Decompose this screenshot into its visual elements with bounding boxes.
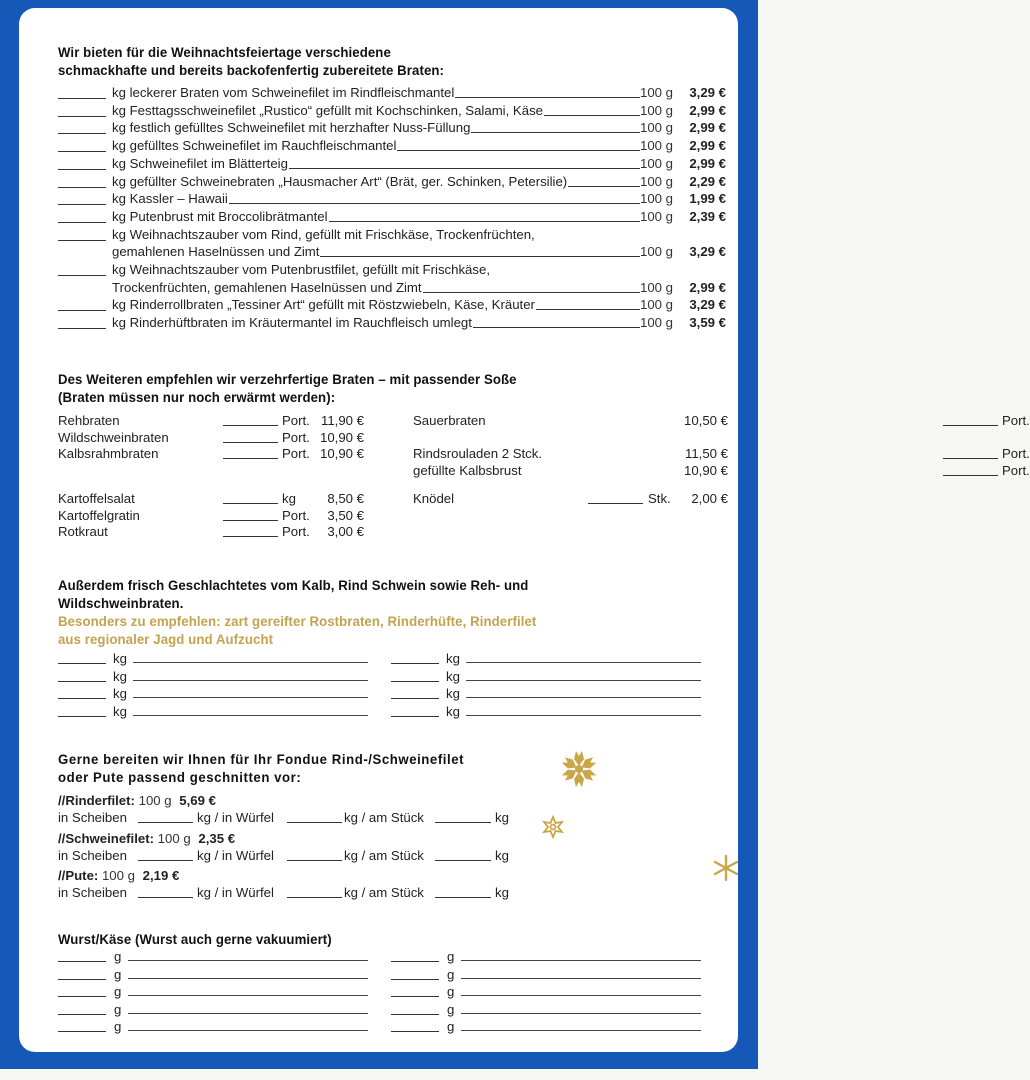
unit-label: kg <box>112 120 126 136</box>
roast-item-row <box>58 190 730 208</box>
unit-label: kg <box>112 315 126 331</box>
price-value: 10,90 € <box>320 429 364 445</box>
product-input-field[interactable] <box>128 967 368 979</box>
price-value: 2,29 € <box>689 173 726 189</box>
roast-item-description <box>112 208 328 225</box>
unit-label: kg <box>113 668 127 684</box>
fondue-item-name: //Rinderfilet: <box>58 793 135 808</box>
quantity-input-field[interactable] <box>58 210 106 223</box>
quantity-input-field[interactable] <box>391 984 439 997</box>
cut-cubes-label: kg / in Würfel <box>197 885 274 900</box>
piece-quantity-input[interactable] <box>435 885 491 898</box>
unit-label: Port. <box>1002 462 1030 478</box>
side-quantity-input[interactable] <box>223 491 278 504</box>
quantity-input-field[interactable] <box>58 139 106 152</box>
section-fresh-highlight-2: aus regionaler Jagd und Aufzucht <box>58 632 274 648</box>
unit-label: g <box>447 1019 455 1034</box>
leader-line <box>471 120 640 133</box>
price-unit: 100 g <box>640 102 674 118</box>
portion-quantity-input[interactable] <box>223 430 278 443</box>
leader-line <box>423 280 640 293</box>
item-name: Putenbrust mit Broccolibrätmantel <box>129 208 328 224</box>
price-value: 8,50 € <box>327 491 364 506</box>
ready-item-row <box>58 412 364 429</box>
item-name: Kartoffelsalat <box>58 491 135 506</box>
roast-item-description <box>112 137 396 154</box>
price-value: 5,69 € <box>179 793 216 808</box>
fresh-order-line <box>58 703 368 720</box>
price-value: 3,59 € <box>689 315 726 331</box>
unit-label: g <box>447 949 455 964</box>
price-value: 2,19 € <box>142 868 180 883</box>
price-unit: 100 g <box>640 85 674 100</box>
quantity-input-field[interactable] <box>58 651 106 664</box>
item-name: Schweinefilet im Blätterteig <box>129 155 288 171</box>
unit-label: kg <box>112 297 126 313</box>
fresh-order-line <box>58 685 368 702</box>
roast-item-row <box>58 208 730 226</box>
section-fresh-heading-2: Wildschweinbraten. <box>58 596 184 612</box>
item-name: Rinderhüftbraten im Kräutermantel im Rauchfleisch umlegt <box>129 315 472 331</box>
fondue-item-title <box>58 830 235 847</box>
cut-cubes-label: kg / in Würfel <box>197 847 274 863</box>
quantity-input-field[interactable] <box>391 949 439 962</box>
fondue-items <box>58 792 538 904</box>
portion-quantity-input[interactable] <box>943 446 998 459</box>
wurst-order-line <box>58 1001 368 1018</box>
price-unit: 100 g <box>640 173 674 189</box>
quantity-input-field[interactable] <box>391 651 439 664</box>
section-fresh-heading-1: Außerdem frisch Geschlachtetes vom Kalb, Rind Schwein sowie Reh- und <box>58 578 529 594</box>
roast-item-description <box>112 119 470 136</box>
roast-item-description <box>112 102 543 119</box>
quantity-input-field[interactable] <box>58 157 106 170</box>
product-input-field[interactable] <box>128 1019 368 1031</box>
snowflake-small-icon <box>541 815 565 839</box>
price-value: 2,39 € <box>689 208 726 224</box>
unit-label: kg <box>112 173 126 189</box>
wurst-order-line <box>391 966 701 983</box>
cut-slices-label: in Scheiben <box>58 810 127 825</box>
roast-item-description <box>112 155 288 172</box>
item-name: Knödel <box>413 491 455 506</box>
fresh-order-line <box>58 650 368 667</box>
price-unit: 100 g <box>640 120 674 136</box>
portion-quantity-input[interactable] <box>943 463 998 476</box>
unit-label: Port. <box>282 429 310 445</box>
cut-slices-label: in Scheiben <box>58 885 127 900</box>
side-item-row <box>58 490 364 507</box>
quantity-input-field[interactable] <box>391 1019 439 1032</box>
section-ready-heading-1: Des Weiteren empfehlen wir verzehrfertige Braten – mit passender Soße <box>58 372 517 388</box>
unit-label: kg <box>112 226 126 242</box>
price-value: 2,99 € <box>689 138 726 154</box>
wurst-order-line <box>58 948 368 965</box>
roast-item-row <box>58 296 730 314</box>
section-fresh-highlight-1: Besonders zu empfehlen: zart gereifter Rostbraten, Rinderhüfte, Rinderfilet <box>58 614 537 630</box>
quantity-input-field[interactable] <box>58 228 106 241</box>
unit-label: Port. <box>1002 413 1030 428</box>
quantity-input-field[interactable] <box>58 686 106 699</box>
product-input-field[interactable] <box>128 1002 368 1014</box>
leader-line <box>329 209 640 222</box>
price-value: 1,99 € <box>689 191 726 207</box>
item-name: Kassler – Hawaii <box>129 191 228 207</box>
item-name: Wildschweinbraten <box>58 429 169 445</box>
price-value: 3,29 € <box>689 85 726 100</box>
fresh-order-line <box>391 685 701 702</box>
wurst-order-line <box>391 1001 701 1018</box>
side-item-row <box>413 490 728 507</box>
price-value: 2,99 € <box>689 120 726 136</box>
leader-line <box>473 315 640 328</box>
roast-item-description <box>112 84 454 101</box>
portion-quantity-input[interactable] <box>223 446 278 459</box>
price-value: 10,50 € <box>684 413 728 428</box>
section-ready <box>58 371 551 407</box>
leader-line <box>544 103 640 116</box>
unit-label: g <box>114 984 122 999</box>
roast-item-row <box>58 102 730 120</box>
price-unit: 100 g <box>640 138 674 154</box>
fondue-cut-options <box>58 847 518 864</box>
price-value: 2,99 € <box>689 279 726 295</box>
slices-quantity-input[interactable] <box>138 885 193 898</box>
unit-label: kg <box>495 847 509 863</box>
portion-quantity-input[interactable] <box>223 413 278 426</box>
quantity-input-field[interactable] <box>58 121 106 134</box>
section-fondue <box>58 751 495 787</box>
leader-line <box>568 174 640 187</box>
price-unit: 100 g <box>138 793 172 808</box>
unit-label: kg <box>495 810 509 825</box>
item-name: Festtagsschweinefilet „Rustico“ gefüllt mit Kochschinken, Salami, Käse <box>129 102 543 118</box>
product-input-field[interactable] <box>466 686 701 698</box>
wurst-order-lines <box>58 948 730 1038</box>
unit-label: g <box>114 1019 122 1034</box>
item-name: Sauerbraten <box>413 413 486 428</box>
piece-quantity-input[interactable] <box>435 810 491 823</box>
item-name: gefülltes Schweinefilet im Rauchfleischmantel <box>129 138 397 154</box>
quantity-input-field[interactable] <box>58 175 106 188</box>
quantity-input-field[interactable] <box>58 298 106 311</box>
cut-piece-label: kg / am Stück <box>344 810 424 825</box>
unit-label: kg <box>495 885 509 900</box>
item-name: Kartoffelgratin <box>58 507 140 523</box>
quantity-input-field[interactable] <box>391 704 439 717</box>
item-name: Kalbsrahmbraten <box>58 446 159 461</box>
unit-label: kg <box>113 651 127 666</box>
cubes-quantity-input[interactable] <box>287 885 342 898</box>
price-unit: 100 g <box>157 830 191 846</box>
price-value: 3,00 € <box>327 524 364 539</box>
unit-label: kg <box>112 138 126 154</box>
quantity-input-field[interactable] <box>58 104 106 117</box>
leader-line <box>229 191 640 204</box>
roast-item-row <box>58 137 730 155</box>
quantity-input-field[interactable] <box>58 192 106 205</box>
price-value: 11,50 € <box>684 446 728 461</box>
unit-label: g <box>114 1001 122 1017</box>
product-input-field[interactable] <box>461 967 701 979</box>
quantity-input-field[interactable] <box>391 1002 439 1015</box>
fondue-item-name: //Pute: <box>58 868 99 883</box>
unit-label: kg <box>112 85 126 100</box>
unit-label: kg <box>113 703 127 719</box>
leader-line <box>289 156 640 169</box>
unit-label: Port. <box>1002 446 1030 461</box>
section-roasts <box>58 44 730 80</box>
quantity-input-field[interactable] <box>391 669 439 682</box>
quantity-input-field[interactable] <box>391 686 439 699</box>
quantity-input-field[interactable] <box>58 316 106 329</box>
roast-item-description <box>112 173 567 190</box>
leader-line <box>397 138 640 151</box>
price-value: 11,90 € <box>320 413 364 428</box>
product-input-field[interactable] <box>466 669 701 681</box>
price-unit: 100 g <box>640 155 674 171</box>
price-value: 2,00 € <box>691 491 728 506</box>
roast-item-row <box>58 314 730 332</box>
price-unit: 100 g <box>640 208 674 224</box>
unit-label: kg <box>282 491 296 506</box>
price-value: 3,29 € <box>689 297 726 313</box>
section-roasts-heading-1: Wir bieten für die Weihnachtsfeiertage verschiedene <box>58 45 391 61</box>
quantity-input-field[interactable] <box>58 984 106 997</box>
slices-quantity-input[interactable] <box>138 810 193 823</box>
product-input-field[interactable] <box>133 704 368 716</box>
product-input-field[interactable] <box>461 949 701 961</box>
cut-piece-label: kg / am Stück <box>344 847 424 863</box>
item-name: Weihnachtszauber vom Putenbrustfilet, gefüllt mit Frischkäse, <box>129 262 490 277</box>
product-input-field[interactable] <box>461 1019 701 1031</box>
fresh-order-line <box>391 703 701 720</box>
price-unit: 100 g <box>101 868 135 883</box>
fresh-meat-order-lines <box>58 650 730 722</box>
wurst-order-line <box>58 966 368 983</box>
cut-cubes-label: kg / in Würfel <box>197 810 274 825</box>
item-name-continued: Trockenfrüchten, gemahlenen Haselnüssen und Zimt <box>112 279 422 295</box>
item-name: gefüllter Schweinebraten „Hausmacher Art“ (Brät, ger. Schinken, Petersilie) <box>129 173 568 189</box>
roast-item-description <box>112 296 535 313</box>
unit-label: g <box>447 1001 455 1017</box>
price-value: 3,29 € <box>689 244 726 260</box>
roast-item-description <box>112 190 228 207</box>
unit-label: g <box>114 966 122 982</box>
roast-item-description <box>112 314 472 331</box>
unit-label: Port. <box>282 524 310 539</box>
quantity-input-field[interactable] <box>58 967 106 980</box>
unit-label: kg <box>446 686 460 701</box>
portion-quantity-input[interactable] <box>943 413 998 426</box>
ready-roasts-list <box>58 412 1030 552</box>
roast-items-list <box>58 84 730 334</box>
quantity-input-field[interactable] <box>58 263 106 276</box>
unit-label: kg <box>446 668 460 684</box>
price-value: 2,99 € <box>689 102 726 118</box>
unit-label: kg <box>446 651 460 666</box>
fresh-order-line <box>391 668 701 685</box>
quantity-input-field[interactable] <box>58 669 106 682</box>
item-name: Weihnachtszauber vom Rind, gefüllt mit Frischkäse, Trockenfrüchten, <box>129 226 535 242</box>
product-input-field[interactable] <box>133 686 368 698</box>
wurst-order-line <box>58 1018 368 1035</box>
side-item-row <box>58 507 364 524</box>
product-input-field[interactable] <box>128 949 368 961</box>
section-wurst <box>58 931 352 949</box>
item-name: Rehbraten <box>58 413 120 428</box>
quantity-input-field[interactable] <box>58 704 106 717</box>
fondue-item-title <box>58 792 216 809</box>
price-unit: 100 g <box>640 244 674 260</box>
fresh-order-line <box>58 668 368 685</box>
ready-item-row <box>58 445 364 462</box>
side-item-row <box>58 523 364 540</box>
wurst-order-line <box>391 948 701 965</box>
wurst-order-line <box>58 983 368 1000</box>
item-name: Rinderrollbraten „Tessiner Art“ gefüllt mit Röstzwiebeln, Käse, Kräuter <box>129 297 535 313</box>
unit-label: kg <box>112 208 126 224</box>
unit-label: g <box>447 984 455 999</box>
section-wurst-heading: Wurst/Käse (Wurst auch gerne vakuumiert) <box>58 932 332 948</box>
quantity-input-field[interactable] <box>58 86 106 99</box>
product-input-field[interactable] <box>466 704 701 716</box>
unit-label: kg <box>112 262 126 277</box>
cubes-quantity-input[interactable] <box>287 848 342 861</box>
wurst-order-line <box>391 1018 701 1035</box>
fondue-item-title <box>58 867 179 884</box>
price-unit: 100 g <box>640 315 674 331</box>
section-fresh <box>58 577 572 649</box>
section-fondue-heading-1: Gerne bereiten wir Ihnen für Ihr Fondue Rind-/Schweinefilet <box>58 752 465 768</box>
roast-item-row <box>58 261 730 296</box>
side-quantity-input[interactable] <box>223 508 278 521</box>
roast-item-row <box>58 155 730 173</box>
roast-item-row <box>58 226 730 261</box>
price-unit: 100 g <box>640 191 674 207</box>
price-value: 10,90 € <box>684 462 728 478</box>
quantity-input-field[interactable] <box>391 967 439 980</box>
price-value: 2,99 € <box>689 155 726 171</box>
unit-label: kg <box>446 703 460 719</box>
quantity-input-field[interactable] <box>58 1019 106 1032</box>
unit-label: kg <box>112 102 126 118</box>
snowflake-large-icon <box>555 748 603 790</box>
product-input-field[interactable] <box>128 984 368 996</box>
wurst-order-line <box>391 983 701 1000</box>
fondue-item-name: //Schweinefilet: <box>58 830 154 846</box>
price-value: 10,90 € <box>320 446 364 461</box>
section-fondue-heading-2: oder Pute passend geschnitten vor: <box>58 770 302 786</box>
roast-item-row <box>58 173 730 191</box>
item-name: festlich gefülltes Schweinefilet mit herzhafter Nuss-Füllung <box>129 120 471 136</box>
product-input-field[interactable] <box>466 651 701 663</box>
item-name: leckerer Braten vom Schweinefilet im Rindfleischmantel <box>129 85 455 100</box>
unit-label: kg <box>112 155 126 171</box>
unit-label: Port. <box>282 507 310 523</box>
price-value: 2,35 € <box>198 830 236 846</box>
ready-item-row <box>413 445 1030 462</box>
item-name: Rotkraut <box>58 524 108 539</box>
product-input-field[interactable] <box>133 669 368 681</box>
piece-quantity-input[interactable] <box>435 848 491 861</box>
item-name: gefüllte Kalbsbrust <box>413 462 522 478</box>
leader-line <box>536 297 640 310</box>
snowflake-star-icon <box>712 853 740 883</box>
unit-label: Port. <box>282 446 310 461</box>
quantity-input-field[interactable] <box>58 949 106 962</box>
leader-line <box>320 244 640 257</box>
cut-piece-label: kg / am Stück <box>344 885 424 900</box>
unit-label: g <box>447 966 455 982</box>
item-name: Rindsrouladen 2 Stck. <box>413 446 543 461</box>
section-roasts-heading-2: schmackhafte und bereits backofenfertig zubereitete Braten: <box>58 63 445 79</box>
ready-item-row <box>413 412 1030 429</box>
item-name-continued: gemahlenen Haselnüssen und Zimt <box>112 244 320 260</box>
price-unit: 100 g <box>640 297 674 313</box>
ready-item-row <box>413 462 1030 479</box>
fresh-order-line <box>391 650 701 667</box>
section-ready-heading-2: (Braten müssen nur noch erwärmt werden): <box>58 390 336 406</box>
roast-item-description <box>112 261 490 278</box>
product-input-field[interactable] <box>461 984 701 996</box>
roast-item-description <box>112 226 535 243</box>
unit-label: kg <box>113 686 127 701</box>
side-quantity-input[interactable] <box>223 524 278 537</box>
ready-item-row <box>58 429 364 446</box>
unit-label: kg <box>112 191 126 207</box>
roast-item-row <box>58 119 730 137</box>
leader-line <box>455 85 640 98</box>
side-quantity-input[interactable] <box>588 491 643 504</box>
price-unit: 100 g <box>640 279 674 295</box>
product-input-field[interactable] <box>461 1002 701 1014</box>
fondue-cut-options <box>58 884 518 901</box>
quantity-input-field[interactable] <box>58 1002 106 1015</box>
cut-slices-label: in Scheiben <box>58 847 127 863</box>
roast-item-row <box>58 84 730 102</box>
unit-label: Stk. <box>648 491 671 506</box>
unit-label: g <box>114 949 122 964</box>
product-input-field[interactable] <box>133 651 368 663</box>
price-value: 3,50 € <box>327 507 364 523</box>
unit-label: Port. <box>282 413 310 428</box>
cubes-quantity-input[interactable] <box>287 810 342 823</box>
fondue-cut-options <box>58 809 518 826</box>
slices-quantity-input[interactable] <box>138 848 193 861</box>
